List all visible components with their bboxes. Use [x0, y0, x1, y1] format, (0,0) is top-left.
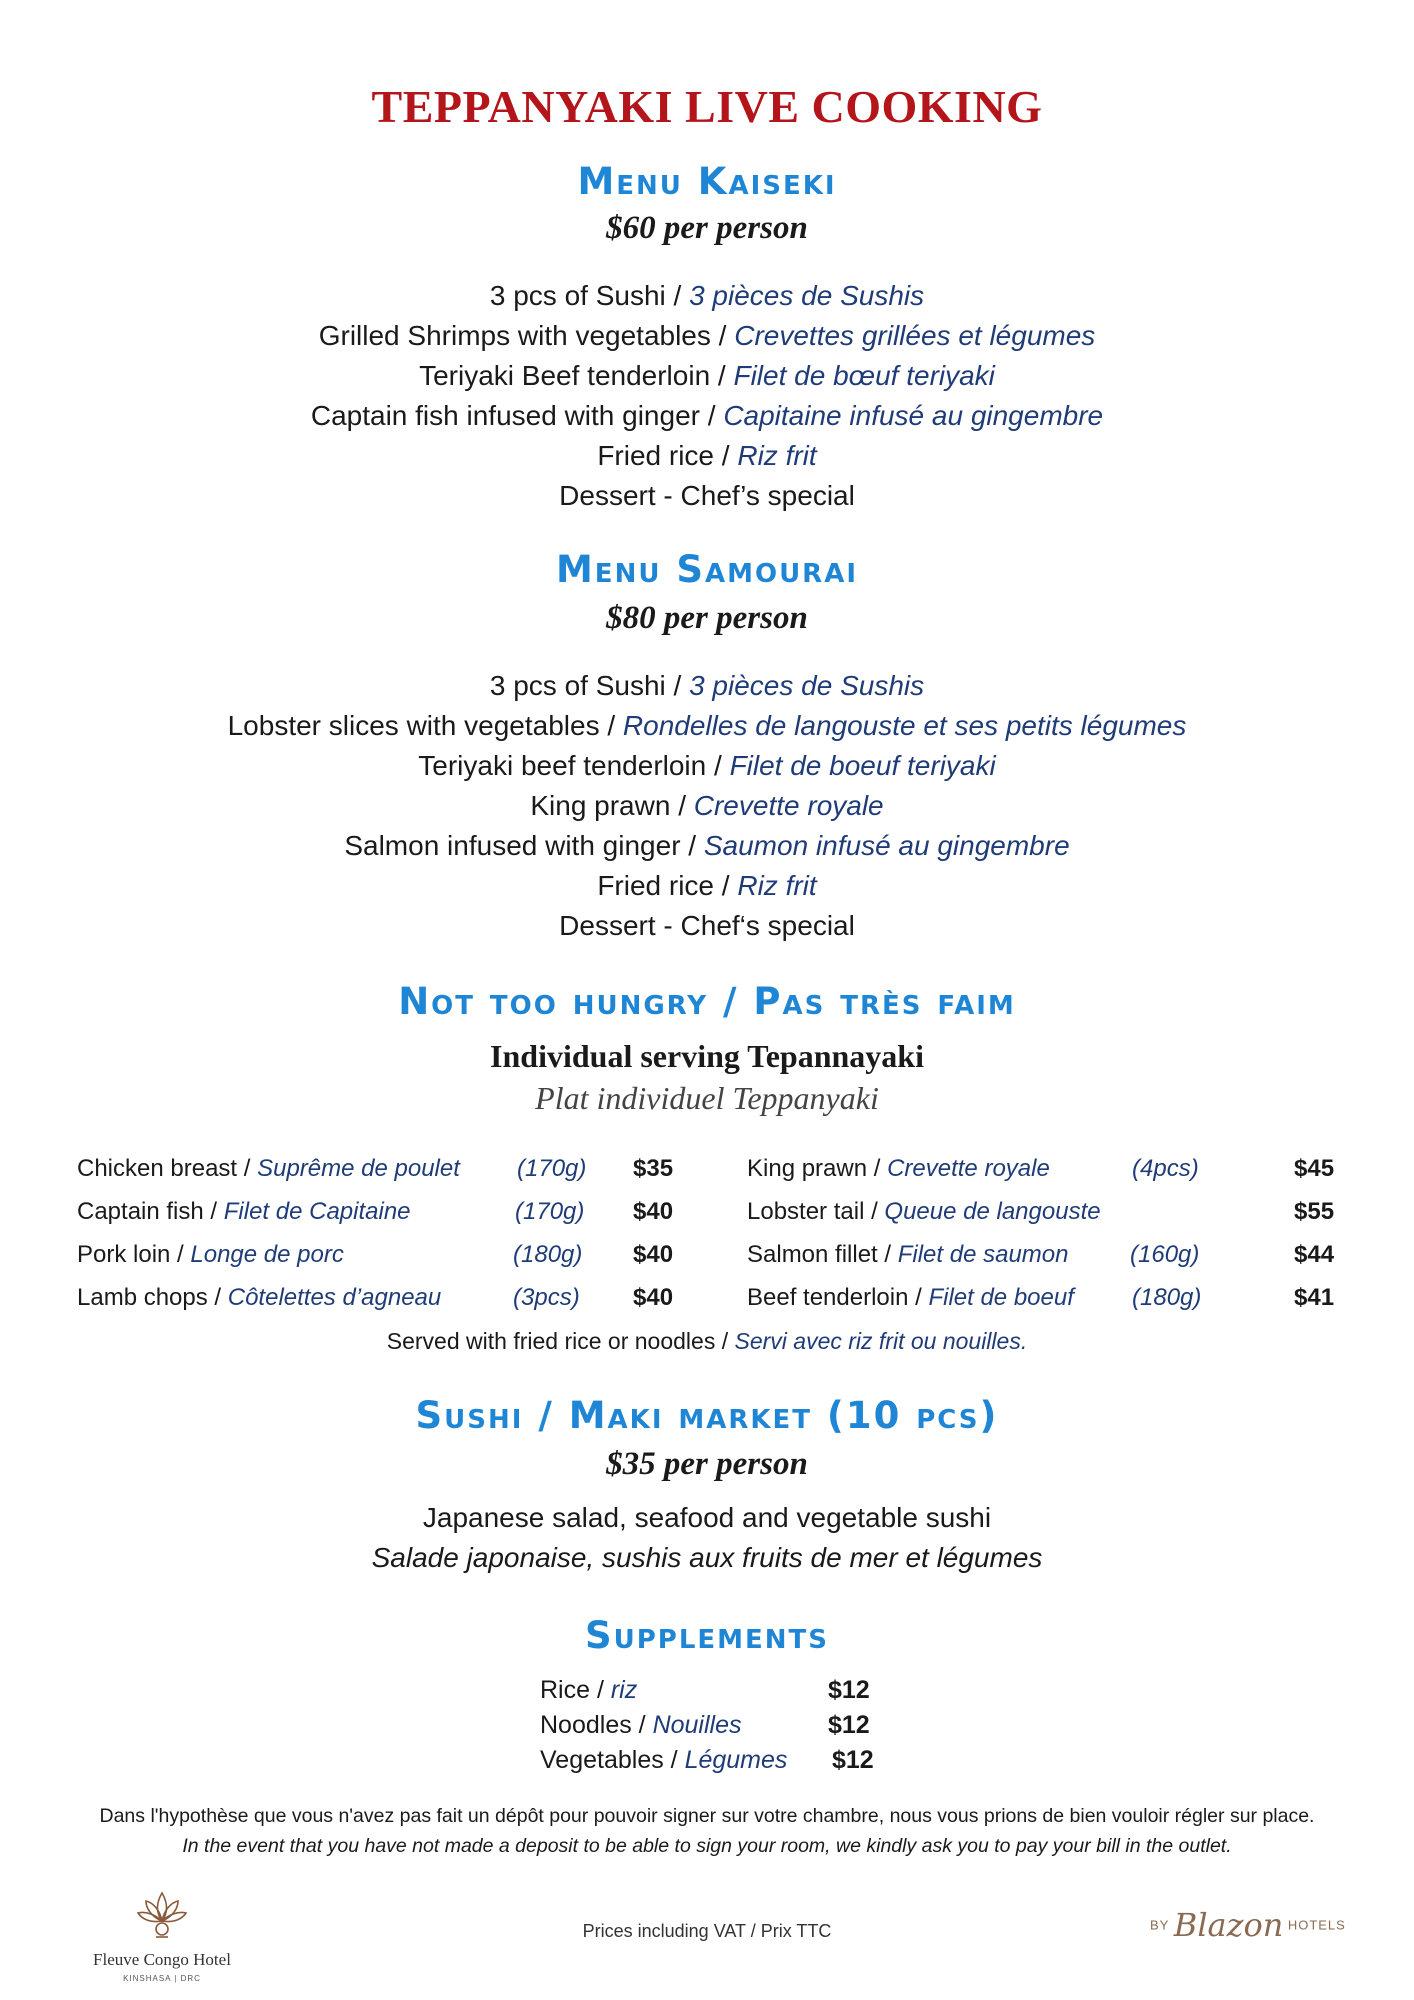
supplement-item: Noodles / Nouilles [540, 1711, 742, 1739]
menu-item: Captain fish infused with ginger / Capitaine infusé au gingembre [310, 400, 1104, 431]
dish-price: $41 [1294, 1284, 1335, 1311]
price-kaiseki: $60 per person [606, 210, 808, 246]
menu-item: Fried rice / Riz frit [597, 870, 817, 901]
brand-by: BY [1150, 1917, 1170, 1933]
vat-note: Prices including VAT / Prix TTC [582, 1921, 832, 1941]
section-heading-kaiseki: Menu Kaiseki [577, 160, 837, 203]
section-heading-sushi: Sushi / Maki market (10 pcs) [415, 1394, 999, 1437]
dish-weight: (180g) [513, 1241, 583, 1268]
samourai-items [0, 666, 1414, 946]
dish-price: $45 [1294, 1155, 1335, 1182]
dish-name: Lobster tail / Queue de langouste [747, 1198, 1101, 1225]
dish-price: $40 [633, 1241, 674, 1268]
menu-item: Grilled Shrimps with vegetables / Crevettes grillées et légumes [318, 320, 1096, 351]
supplement-price: $12 [828, 1676, 870, 1704]
supplement-item: Vegetables / Légumes [540, 1746, 788, 1774]
kaiseki-items [0, 276, 1414, 516]
section-heading-samourai: Menu Samourai [555, 548, 858, 591]
menu-item: Lobster slices with vegetables / Rondelles de langouste et ses petits légumes [227, 710, 1187, 741]
table-row [0, 1239, 700, 1271]
dish-weight: (170g) [517, 1155, 587, 1182]
menu-item: Fried rice / Riz frit [597, 440, 817, 471]
supplement-price: $12 [832, 1746, 874, 1774]
menu-item: Dessert - Chef’s special [559, 480, 855, 511]
table-row [700, 1282, 1414, 1314]
dish-price: $44 [1294, 1241, 1335, 1268]
dish-price: $40 [633, 1198, 674, 1225]
dish-name: Beef tenderloin / Filet de boeuf [747, 1284, 1074, 1311]
page-title: TEPPANYAKI LIVE COOKING [371, 81, 1043, 132]
sushi-desc-en: Japanese salad, seafood and vegetable sushi [422, 1502, 992, 1533]
section-heading-not-hungry: Not too hungry / Pas très faim [398, 980, 1016, 1023]
supplement-item: Rice / riz [540, 1676, 638, 1704]
table-row [0, 1153, 700, 1185]
brand-hotels: HOTELS [1287, 1917, 1346, 1933]
table-row [700, 1239, 1414, 1271]
dish-weight: (170g) [515, 1198, 585, 1225]
dish-weight: (3pcs) [513, 1284, 580, 1311]
dish-weight: (180g) [1132, 1284, 1202, 1311]
menu-item: Dessert - Chef‘s special [559, 910, 855, 941]
supplement-price: $12 [828, 1711, 870, 1739]
dish-price: $35 [633, 1155, 674, 1182]
dish-weight: (4pcs) [1132, 1155, 1199, 1182]
dish-name: King prawn / Crevette royale [747, 1155, 1050, 1182]
table-row [700, 1153, 1414, 1185]
brand-name: Blazon [1173, 1906, 1284, 1944]
brand-logo [1150, 1906, 1346, 1946]
dish-name: Salmon fillet / Filet de saumon [747, 1241, 1069, 1268]
menu-item: King prawn / Crevette royale [530, 790, 884, 821]
notice-french: Dans l'hypothèse que vous n'avez pas fait un dépôt pour pouvoir signer sur votre chambre, nous vous prions de bien vouloir régler sur place. [99, 1805, 1315, 1827]
hotel-location: KINSHASA | DRC [123, 1974, 201, 1983]
section-heading-supplements: Supplements [584, 1614, 830, 1657]
dish-weight: (160g) [1130, 1241, 1200, 1268]
sushi-desc-fr: Salade japonaise, sushis aux fruits de mer et légumes [371, 1542, 1043, 1573]
dish-price: $40 [633, 1284, 674, 1311]
menu-item: Teriyaki Beef tenderloin / Filet de bœuf teriyaki [419, 360, 995, 391]
notice-english: In the event that you have not made a deposit to be able to sign your room, we kindly ask you to pay your bill in the outlet. [182, 1835, 1232, 1857]
hotel-name: Fleuve Congo Hotel [93, 1950, 231, 1969]
dish-name: Chicken breast / Suprême de poulet [77, 1155, 460, 1182]
individual-serving-subtitle: Plat individuel Teppanyaki [535, 1080, 879, 1116]
table-row [0, 1282, 700, 1314]
served-with-note: Served with fried rice or noodles / Servi avec riz frit ou nouilles. [386, 1328, 1028, 1354]
table-row [0, 1196, 700, 1228]
individual-serving-title: Individual serving Tepannayaki [490, 1038, 924, 1074]
dish-name: Captain fish / Filet de Capitaine [77, 1198, 411, 1225]
dish-price: $55 [1294, 1198, 1335, 1225]
menu-item: 3 pcs of Sushi / 3 pièces de Sushis [489, 280, 925, 311]
dish-name: Lamb chops / Côtelettes d’agneau [77, 1284, 442, 1311]
table-row [700, 1196, 1414, 1228]
price-sushi: $35 per person [606, 1446, 808, 1482]
dish-name: Pork loin / Longe de porc [77, 1241, 344, 1268]
price-samourai: $80 per person [606, 600, 808, 636]
menu-item: Teriyaki beef tenderloin / Filet de boeuf teriyaki [418, 750, 996, 781]
menu-item: 3 pcs of Sushi / 3 pièces de Sushis [489, 670, 925, 701]
menu-item: Salmon infused with ginger / Saumon infusé au gingembre [344, 830, 1070, 861]
